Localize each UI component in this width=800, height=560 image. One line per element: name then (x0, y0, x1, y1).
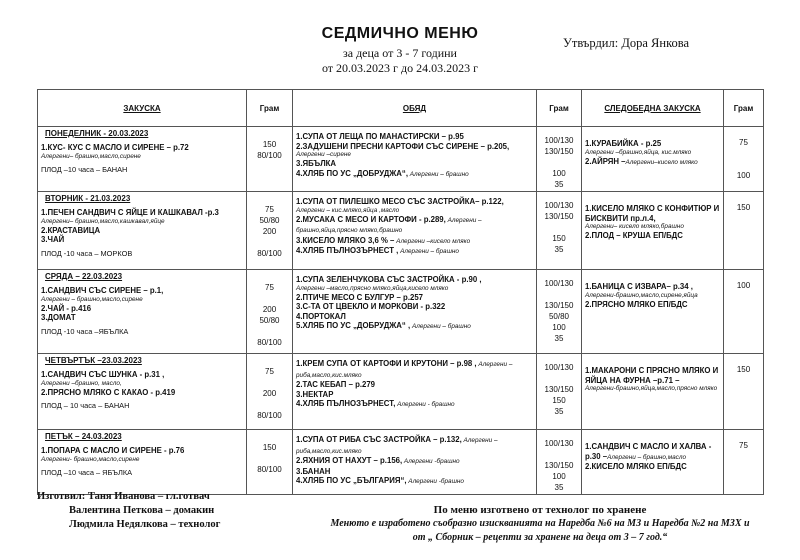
col-header-gram: Грам (537, 90, 582, 127)
dish-name: 1.СУПА ЗЕЛЕНЧУКОВА СЪС ЗАСТРОЙКА - р.90 , (296, 275, 482, 284)
gram-value (250, 237, 289, 248)
gram-value: 100/130 (544, 279, 574, 288)
allergens-note: Алергени - брашно (395, 401, 455, 408)
breakfast-dish: 2.ЧАЙ - р.416 (41, 303, 92, 313)
gram-value: 150 (262, 443, 277, 452)
page-title: СЕДМИЧНО МЕНЮ (321, 25, 479, 42)
dish-name: 1.КУРАБИЙКА - р.25 (585, 139, 662, 148)
breakfast-grams (247, 430, 293, 495)
fruit-snack: ПЛОД – 10 часа – БАНАН (41, 401, 130, 410)
snack-grams (724, 270, 764, 354)
day-label: СРЯДА – 22.03.2023 (45, 272, 123, 281)
fruit-snack: ПЛОД -10 часа –ЯБЪЛКА (41, 326, 129, 336)
allergens-note: Алергени –брашно,яйца, кис.мляко (585, 148, 692, 156)
gram-value: 100/130 (544, 439, 574, 448)
allergens-note: Алергени– брашно,масло,кашкавал,яйце (41, 217, 165, 225)
compliance-note (290, 503, 790, 545)
lunch-cell (293, 354, 537, 430)
gram-value: 75 (265, 367, 274, 376)
allergens-note: Алергени –брашно, масло, (41, 379, 122, 387)
lunch-grams (537, 127, 582, 192)
gram-value: 150 (736, 365, 751, 374)
allergens-note: Алергени – брашно (398, 248, 459, 255)
gram-value (540, 449, 578, 460)
lunch-dish (296, 476, 533, 487)
lunch-cell (293, 430, 537, 495)
dish-name: 4.ХЛЯБ ПЪЛНОЗЪРНЕСТ, (296, 399, 396, 408)
dish-name: 2.ПРЯСНО МЛЯКО ЕП/БДС (585, 299, 688, 309)
allergens-note: Алергени –масло,прясно мляко,яйца,кисело мляко (296, 284, 449, 292)
gram-value: 200 (262, 389, 277, 398)
dish-name: 2.ТАС КЕБАП – р.279 (296, 380, 376, 389)
breakfast-grams (247, 192, 293, 270)
snack-dish (585, 231, 720, 241)
snack-dish (585, 366, 720, 385)
gram-value: 150 (736, 203, 751, 212)
day-label: ПЕТЪК – 24.03.2023 (45, 432, 122, 441)
gram-value: 150 (552, 234, 566, 243)
prepared-by: Изготвил: Таня Иванова – гл.готвач (37, 491, 210, 502)
approved-by: Утвърдил: Дора Янкова (563, 36, 690, 50)
lunch-dish (296, 132, 533, 142)
allergens-note: Алергени – рибa,масло,кис.мляко (296, 361, 513, 379)
dish-name: 3.ЯБЪЛКА (296, 159, 337, 168)
dish-name: 5.ХЛЯБ ПО УС „ДОБРУДЖА“ , (296, 321, 411, 330)
dish-name: 1.СУПА ОТ ЛЕЩА ПО МАНАСТИРСКИ – р.95 (296, 132, 464, 141)
lunch-cell (293, 127, 537, 192)
dish-name: 4.ХЛЯБ ПО УС „БЪЛГАРИЯ“, (296, 476, 407, 485)
breakfast-dish: 1.ПОПАРА С МАСЛО И СИРЕНЕ - р.76 (41, 446, 185, 455)
lunch-cell (293, 192, 537, 270)
dish-name: 3.НЕКТАР (296, 389, 334, 399)
col-header-breakfast: ЗАКУСКА (38, 90, 247, 127)
breakfast-dish: 2.КРАСТАВИЦА (41, 225, 101, 235)
day-row (38, 192, 764, 270)
allergens-note: Алергени –кисело мляко (394, 237, 471, 245)
dish-name: 2.МУСАКА С МЕСО И КАРТОФИ - р.289, (296, 214, 446, 224)
day-row (38, 354, 764, 430)
gram-value: 50/80 (548, 312, 570, 321)
lunch-grams (537, 192, 582, 270)
lunch-dish (296, 435, 533, 456)
dish-name: 2.ПТИЧЕ МЕСО С БУЛГУР – р.257 (296, 292, 423, 302)
lunch-dish (296, 159, 533, 169)
prepared-by-person: Людмила Недялкова – технолог (69, 519, 221, 530)
allergens-note: Алергени – кис.мляко,яйца ,масло (296, 206, 400, 214)
lunch-dish (296, 467, 533, 477)
lunch-dish (296, 312, 533, 322)
lunch-dish (296, 380, 533, 390)
allergens-note: Алергени– кисело мляко,брашно (585, 223, 684, 230)
dish-name: 1.КИСЕЛО МЛЯКО С КОНФИТЮР И БИСКВИТИ пр.л.4, (585, 204, 720, 223)
gram-value: 35 (554, 245, 564, 254)
gram-value: 100/130 (544, 136, 574, 145)
snack-cell (582, 192, 724, 270)
allergens-note: Алергени – риба,масло,кис.мляко (296, 437, 498, 455)
dish-name: 1.СУПА ОТ ПИЛЕШКО МЕСО СЪС ЗАСТРОЙКА– р.122, (296, 197, 504, 206)
col-header-gram: Грам (724, 90, 764, 127)
gram-value: 100 (736, 281, 751, 290)
gram-value: 200 (262, 305, 277, 314)
lunch-dish (296, 169, 533, 180)
fruit-snack: ПЛОД –10 часа – ЯБЪЛКА (41, 467, 133, 477)
menu-period: от 20.03.2023 г до 24.03.2023 г (321, 61, 479, 75)
gram-value: 130/150 (544, 385, 574, 394)
dish-name: 1.БАНИЦА С ИЗВАРА– р.34 , (585, 282, 693, 291)
allergens-note: Алергени- брашно,масло,сирене (41, 455, 140, 463)
breakfast-cell (38, 270, 247, 354)
gram-value: 50/80 (259, 316, 280, 325)
gram-value: 130/150 (544, 147, 574, 156)
breakfast-dish: 1.САНДВИЧ СЪС ШУНКА - р.31 , (41, 370, 165, 379)
gram-value: 100 (552, 472, 566, 481)
fruit-snack: ПЛОД –10 часа – БАНАН (41, 164, 128, 174)
col-header-gram: Грам (247, 90, 293, 127)
day-label: ЧЕТВЪРТЪК –23.03.2023 (45, 356, 142, 365)
day-row (38, 430, 764, 495)
technologist-note: По меню изготвено от технолог по хранене (433, 504, 647, 516)
gram-value: 35 (554, 407, 564, 416)
lunch-dish (296, 275, 533, 285)
breakfast-cell (38, 430, 247, 495)
allergens-note: Алергени –брашно,яйца,прясно мляко,брашно (296, 216, 482, 234)
col-header-snack: СЛЕДОБЕДНА ЗАКУСКА (582, 90, 724, 127)
allergens-note: Алергени – брашно (408, 170, 469, 178)
gram-value (727, 159, 760, 170)
gram-value: 200 (262, 227, 277, 236)
gram-value: 130/150 (544, 301, 574, 310)
snack-dish (585, 442, 720, 462)
lunch-dish (296, 215, 533, 236)
table-header-row (38, 90, 764, 127)
gram-value: 100 (552, 169, 566, 178)
gram-value (250, 377, 289, 388)
dish-name: 2.КИСЕЛО МЛЯКО ЕП/БДС (585, 462, 687, 471)
gram-value: 130/150 (544, 461, 574, 470)
allergens-note: Алергени -брашно (402, 458, 460, 465)
gram-value: 80/100 (257, 465, 282, 474)
regulation-note: Менюто е изработено съобразно изискванията на Наредба №6 на МЗ и Наредба №2 на МЗХ и (330, 518, 750, 529)
snack-dish (585, 139, 720, 149)
snack-grams (724, 192, 764, 270)
lunch-dish (296, 359, 533, 380)
gram-value: 75 (265, 205, 274, 214)
gram-value: 150 (552, 396, 566, 405)
gram-value: 35 (554, 180, 564, 189)
breakfast-dish: 2.ПРЯСНО МЛЯКО С КАКАО - р.419 (41, 387, 176, 397)
dish-name: 2.ЗАДУШЕНИ ПРЕСНИ КАРТОФИ СЪС СИРЕНЕ – р.205, (296, 141, 510, 151)
gram-value: 130/150 (544, 212, 574, 221)
dish-name: 1.СУПА ОТ РИБА СЪС ЗАСТРОЙКА – р.132, (296, 435, 462, 444)
dish-name: 4.ХЛЯБ ПО УС „ДОБРУДЖА“, (296, 168, 409, 178)
gram-value: 100/130 (544, 201, 574, 210)
gram-value: 150 (262, 140, 277, 149)
fruit-snack: ПЛОД -10 часа – МОРКОВ (41, 248, 133, 258)
gram-value: 75 (739, 441, 748, 450)
dish-name: 1.МАКАРОНИ С ПРЯСНО МЛЯКО И ЯЙЦА НА ФУРНА –р.71 – (585, 366, 719, 385)
snack-dish (585, 282, 720, 292)
lunch-dish (296, 236, 533, 247)
day-label: ПОНЕДЕЛНИК - 20.03.2023 (45, 129, 149, 138)
breakfast-dish: 3.ДОМАТ (41, 313, 76, 322)
gram-value (540, 373, 578, 384)
lunch-dish (296, 390, 533, 400)
gram-value: 100 (552, 323, 566, 332)
gram-value (250, 293, 289, 304)
gram-value (250, 453, 289, 464)
lunch-dish (296, 321, 533, 332)
gram-value: 75 (739, 138, 748, 147)
breakfast-cell (38, 127, 247, 192)
dish-name: 2.ПЛОД – КРУША ЕП/БДС (585, 231, 683, 240)
weekly-menu-table (37, 89, 764, 495)
day-label: ВТОРНИК - 21.03.2023 (45, 194, 131, 203)
dish-name: 4.ПОРТОКАЛ (296, 311, 346, 321)
regulation-note: от „ Сборник – рецепти за хранене на деца от 3 – 7 год.“ (412, 532, 668, 543)
gram-value: 80/100 (257, 249, 282, 258)
lunch-cell (293, 270, 537, 354)
lunch-dish (296, 399, 533, 410)
gram-value: 80/100 (257, 411, 282, 420)
breakfast-dish: 3.ЧАЙ (41, 235, 65, 244)
allergens-note: Алергени -брашно (406, 478, 464, 485)
gram-value (540, 289, 578, 300)
breakfast-dish: 1.САНДВИЧ СЪС СИРЕНЕ – р.1, (41, 286, 164, 295)
lunch-dish (296, 302, 533, 312)
lunch-grams (537, 430, 582, 495)
snack-cell (582, 430, 724, 495)
snack-grams (724, 430, 764, 495)
snack-dish (585, 300, 720, 310)
lunch-dish (296, 142, 533, 152)
lunch-grams (537, 270, 582, 354)
breakfast-grams (247, 270, 293, 354)
gram-value (540, 157, 578, 168)
gram-value: 100 (736, 171, 751, 180)
dish-name: 1.САНДВИЧ С МАСЛО И ХАЛВА - р.30 – (585, 442, 712, 461)
day-row (38, 127, 764, 192)
gram-value: 80/100 (257, 151, 282, 160)
dish-name: 1.КРЕМ СУПА ОТ КАРТОФИ И КРУТОНИ – р.98 , (296, 359, 477, 368)
breakfast-cell (38, 354, 247, 430)
lunch-dish (296, 246, 533, 257)
allergens-note: Алергени – брашно,масло (607, 453, 687, 461)
breakfast-dish: 1.КУС- КУС С МАСЛО И СИРЕНЕ – р.72 (41, 143, 189, 152)
breakfast-cell (38, 192, 247, 270)
allergens-note: Алергени– брашно,масло,сирене (41, 152, 141, 160)
dish-name: 3.С-ТА ОТ ЦВЕКЛО И МОРКОВИ - р.322 (296, 302, 446, 311)
breakfast-grams (247, 354, 293, 430)
gram-value: 35 (554, 483, 564, 492)
lunch-dish (296, 293, 533, 303)
gram-value (250, 326, 289, 337)
allergens-note: Алергени – брашно (410, 323, 471, 330)
gram-value: 80/100 (257, 338, 282, 347)
lunch-dish (296, 456, 533, 467)
allergens-note: Алергени–кисело мляко (625, 158, 698, 166)
page-subtitle: за деца от 3 - 7 години (343, 46, 457, 60)
dish-name: 3.БАНАН (296, 466, 331, 476)
lunch-dish (296, 197, 533, 207)
snack-cell (582, 354, 724, 430)
allergens-note: Алергени –сирене (296, 151, 351, 158)
gram-value (250, 399, 289, 410)
allergens-note: Алергени-брашно,масло,сирене,яйца (585, 291, 698, 299)
day-row (38, 270, 764, 354)
gram-value: 100/130 (544, 363, 574, 372)
dish-name: 4.ХЛЯБ ПЪЛНОЗЪРНЕСТ , (296, 246, 399, 255)
prepared-by-block (37, 490, 220, 532)
snack-dish (585, 157, 720, 168)
gram-value: 35 (554, 334, 564, 343)
snack-grams (724, 354, 764, 430)
snack-cell (582, 127, 724, 192)
col-header-lunch: ОБЯД (293, 90, 537, 127)
snack-cell (582, 270, 724, 354)
gram-value: 75 (265, 283, 274, 292)
prepared-by-person: Валентина Петкова – домакин (69, 505, 215, 516)
gram-value (727, 148, 760, 159)
dish-name: 2.АЙРЯН – (585, 156, 626, 166)
snack-dish (585, 204, 720, 223)
snack-grams (724, 127, 764, 192)
dish-name: 3.КИСЕЛО МЛЯКО 3,6 % – (296, 235, 395, 245)
breakfast-dish: 1.ПЕЧЕН САНДВИЧ С ЯЙЦЕ И КАШКАВАЛ -р.3 (41, 208, 219, 217)
gram-value (540, 222, 578, 233)
allergens-note: Алергени – брашно,масло,сирене (41, 295, 143, 303)
snack-dish (585, 462, 720, 472)
allergens-note: Алергени-брашно,яйца,масло,прясно мляко (585, 385, 718, 392)
gram-value: 50/80 (259, 216, 280, 225)
breakfast-grams (247, 127, 293, 192)
dish-name: 2.ЯХНИЯ ОТ НАХУТ – р.156, (296, 456, 403, 465)
lunch-grams (537, 354, 582, 430)
